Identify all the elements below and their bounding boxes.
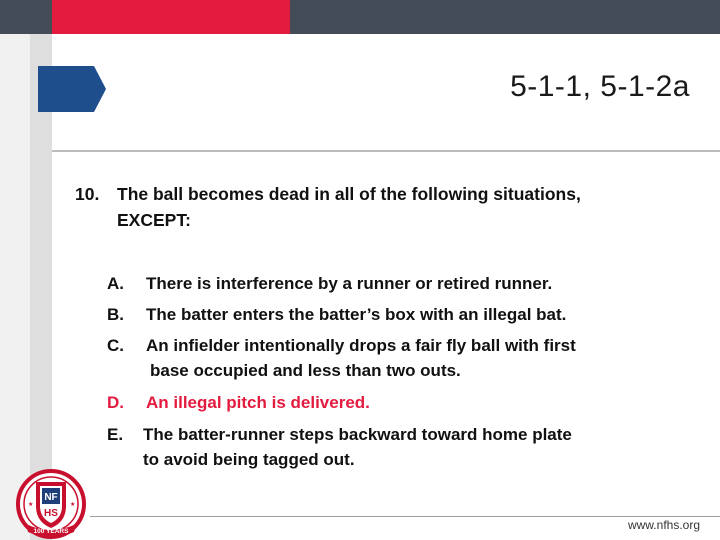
footer-url: www.nfhs.org: [627, 518, 700, 532]
header-divider: [52, 150, 720, 152]
question-text-line1: The ball becomes dead in all of the following situations,: [117, 184, 581, 204]
svg-text:★: ★: [28, 502, 34, 508]
option-c-text-line1: An infielder intentionally drops a fair fly ball with first: [146, 336, 576, 355]
top-bar-red-accent: [52, 0, 290, 34]
option-b-text: The batter enters the batter’s box with an illegal bat.: [146, 305, 567, 324]
svg-text:NF: NF: [44, 492, 58, 503]
svg-text:100 YEARS: 100 YEARS: [33, 528, 69, 535]
option-a-letter: A.: [107, 274, 124, 293]
option-d-text: An illegal pitch is delivered.: [146, 393, 370, 412]
option-e-text-line1: The batter-runner steps backward toward home plate: [143, 425, 572, 444]
option-a-text: There is interference by a runner or retired runner.: [146, 274, 553, 293]
option-e-letter: E.: [107, 425, 124, 444]
option-c-letter: C.: [107, 336, 124, 355]
option-c-text-line2: base occupied and less than two outs.: [150, 361, 461, 380]
option-e-text-line2: to avoid being tagged out.: [143, 450, 355, 469]
option-b-letter: B.: [107, 305, 124, 324]
svg-text:★: ★: [70, 502, 76, 508]
footer-divider: [90, 516, 720, 517]
blue-tab-arrow: [38, 66, 106, 112]
svg-text:HS: HS: [44, 508, 58, 519]
option-d-letter: D.: [107, 393, 124, 412]
left-stripe: [0, 34, 30, 540]
nfhs-logo: [14, 466, 88, 540]
question-number: 10.: [75, 184, 100, 204]
slide-title: 5-1-1, 5-1-2a: [510, 70, 690, 103]
question-text-line2: EXCEPT:: [117, 210, 191, 230]
